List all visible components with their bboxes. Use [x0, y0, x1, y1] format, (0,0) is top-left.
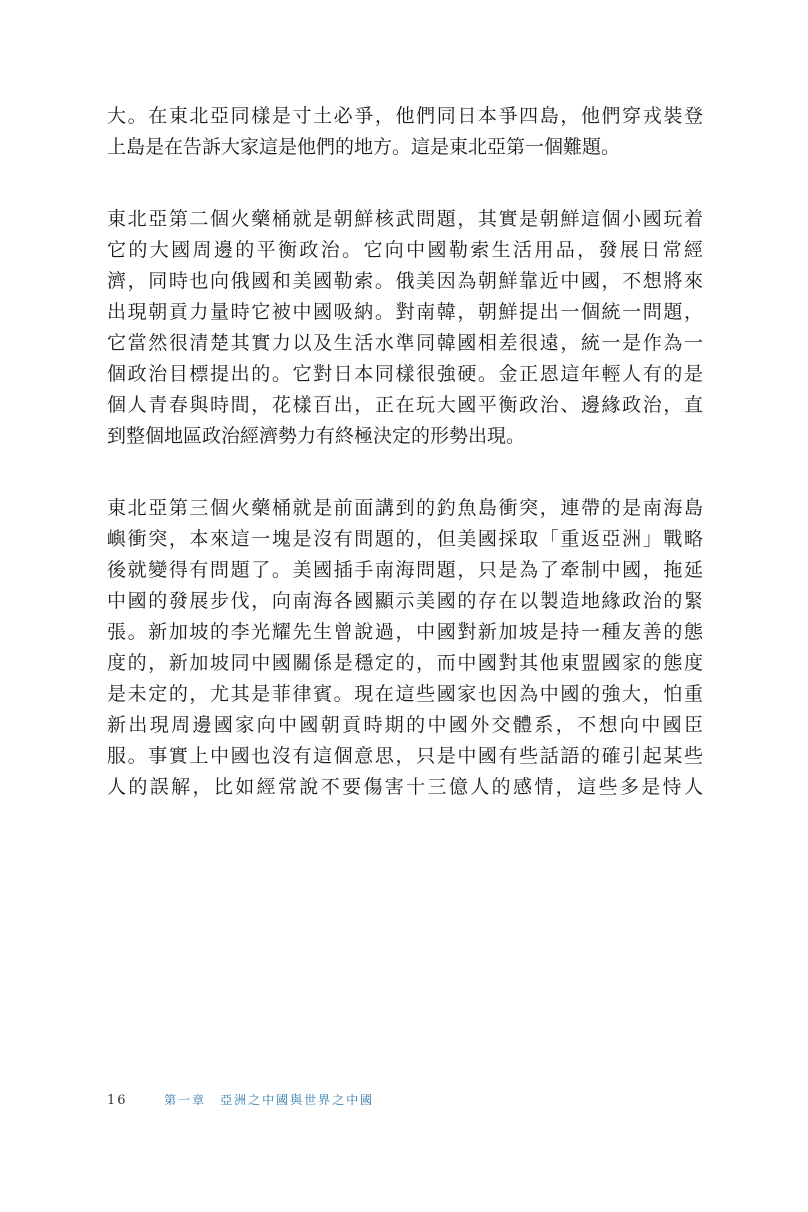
text-line: 濟，同時也向俄國和美國勒索。俄美因為朝鮮靠近中國，不想將來: [107, 270, 703, 292]
running-chapter-title: 第一章 亞洲之中國與世界之中國: [164, 1093, 375, 1107]
text-line: 個人青春與時間，花樣百出，正在玩大國平衡政治、邊緣政治，直: [107, 394, 703, 416]
paragraph: [107, 493, 703, 803]
text-line: 張。新加坡的李光耀先生曾說過，中國對新加坡是持一種友善的態: [107, 621, 703, 643]
text-line: 服。事實上中國也沒有這個意思，只是中國有些話語的確引起某些: [107, 745, 703, 767]
text-line: 度的，新加坡同中國關係是穩定的，而中國對其他東盟國家的態度: [107, 652, 703, 674]
text-line: 東北亞第三個火藥桶就是前面講到的釣魚島衝突，連帶的是南海島: [107, 497, 703, 519]
text-line: 到整個地區政治經濟勢力有終極決定的形勢出現。: [107, 425, 526, 447]
text-line: 嶼衝突，本來這一塊是沒有問題的，但美國採取「重返亞洲」戰略: [107, 528, 703, 550]
page-footer: [107, 1090, 374, 1110]
text-line: 是未定的，尤其是菲律賓。現在這些國家也因為中國的強大，怕重: [107, 683, 703, 705]
paragraph: [107, 204, 703, 452]
text-line: 個政治目標提出的。它對日本同樣很強硬。金正恩這年輕人有的是: [107, 363, 703, 385]
text-line: 出現朝貢力量時它被中國吸納。對南韓，朝鮮提出一個統一問題，: [107, 301, 703, 323]
text-line: 中國的發展步伐，向南海各國顯示美國的存在以製造地緣政治的緊: [107, 590, 703, 612]
text-line: 新出現周邊國家向中國朝貢時期的中國外交體系，不想向中國臣: [107, 714, 703, 736]
page-number: 16: [107, 1093, 128, 1108]
page-body: [107, 101, 703, 844]
text-line: 它當然很清楚其實力以及生活水準同韓國相差很遠，統一是作為一: [107, 332, 703, 354]
paragraph: [107, 101, 703, 163]
text-line: 後就變得有問題了。美國插手南海問題，只是為了牽制中國，拖延: [107, 559, 703, 581]
text-line: 人的誤解，比如經常說不要傷害十三億人的感情，這些多是恃人: [107, 776, 703, 798]
text-line: 東北亞第二個火藥桶就是朝鮮核武問題，其實是朝鮮這個小國玩着: [107, 208, 703, 230]
text-line: 上島是在告訴大家這是他們的地方。這是東北亞第一個難題。: [107, 136, 621, 158]
text-line: 大。在東北亞同樣是寸土必爭，他們同日本爭四島，他們穿戎裝登: [107, 105, 703, 127]
text-line: 它的大國周邊的平衡政治。它向中國勒索生活用品，發展日常經: [107, 239, 703, 261]
